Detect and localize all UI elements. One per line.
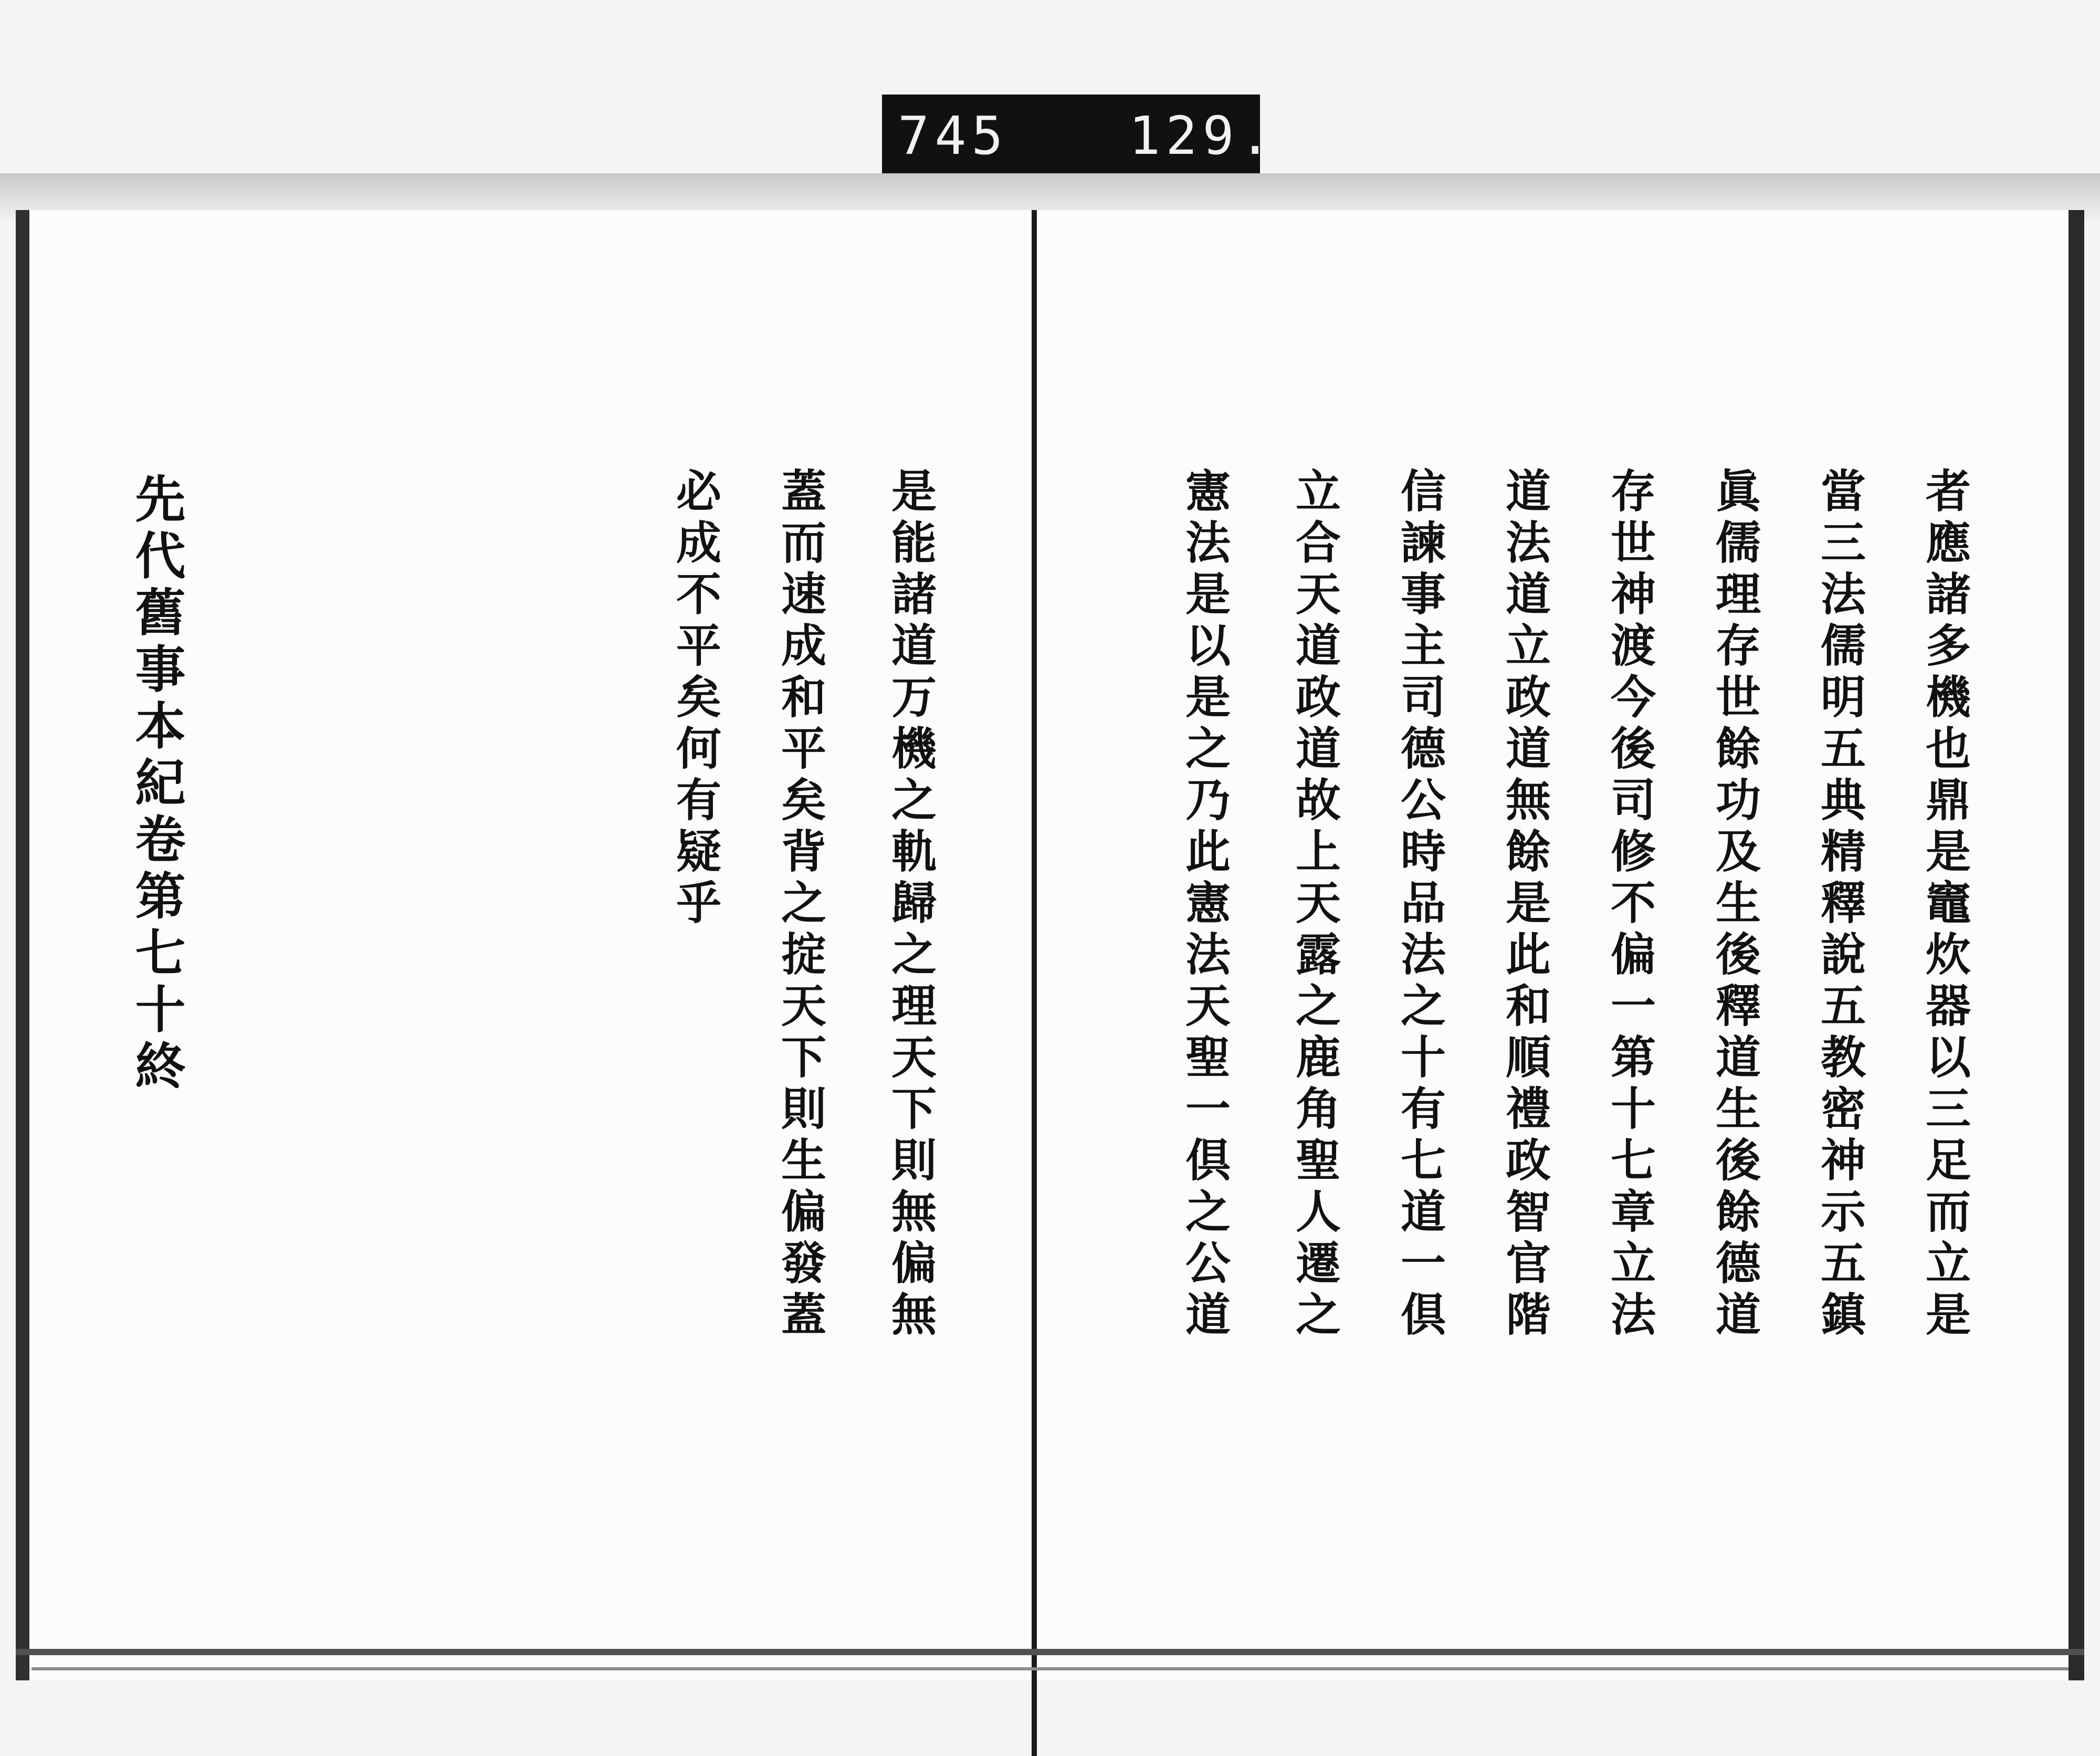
right-page-column-2: 當三法儒明五典精釋說五教密神示五鎮: [1813, 467, 1866, 1342]
right-page-column-5: 道法道立政道無餘是此和順禮政智官階: [1498, 467, 1551, 1342]
colophon: 先代舊事本紀卷第七十終: [127, 473, 186, 1096]
right-page-column-4: 存世神渡今後司修不偏一第十七章立法: [1603, 467, 1656, 1342]
archive-label: [882, 95, 1276, 173]
open-book: [16, 210, 2084, 1680]
book-bottom-edge-inner: [32, 1667, 2068, 1670]
volume-number: 745: [898, 105, 1009, 166]
left-page-column-3: 必成不平矣何有疑乎: [668, 467, 721, 931]
left-page-column-2: 蓋而速成和平矣背之掟天下則生偏發蓋: [773, 467, 826, 1342]
right-page-column-3: 眞儒理存世餘功及生後釋道生後餘德道: [1708, 467, 1761, 1342]
right-page-column-7: 立合天道政道故上天露之鹿角聖人遷之: [1288, 467, 1341, 1342]
book-spine: [1032, 210, 1037, 1756]
right-page-column-6: 信諫事主司德公時品法之十有七道一倶: [1393, 467, 1446, 1342]
right-page-column-8: 憲法是以是之乃此憲法天聖一倶之公道: [1178, 467, 1231, 1342]
right-page-column-1: 者應諸多機也鼎是竈炊器以三足而立是: [1918, 467, 1971, 1342]
book-bottom-edge: [16, 1649, 2084, 1655]
left-page-column-1: 是能諸道万機之軌歸之理天下則無偏無: [884, 467, 937, 1342]
page-number: 129.: [1129, 105, 1276, 166]
